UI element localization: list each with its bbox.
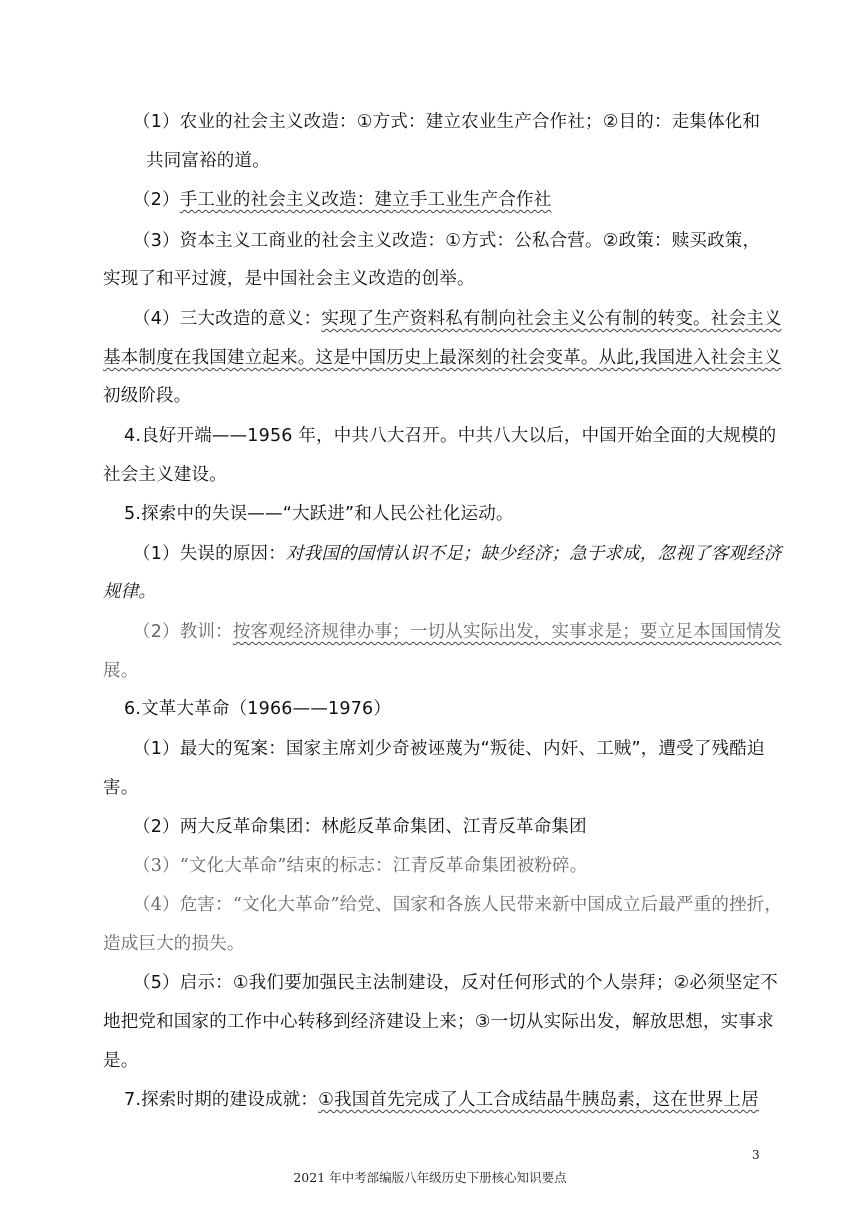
text-line: 初级阶段。 [103,386,192,406]
text-line [133,307,793,331]
text-prefix: （2） [133,190,180,210]
text-line: 造成巨大的损失。 [103,934,245,954]
page-footer: 2021 年中考部编版八年级历史下册核心知识要点 [293,1170,567,1185]
text-line: 害。 [103,778,139,798]
text-line: （3）“文化大革命”结束的标志：江青反革命集团被粉碎。 [133,856,588,876]
text-line: 社会主义建设。 [103,465,227,485]
text-line [133,542,793,566]
text-line [133,620,793,644]
text-line: 4.良好开端——1956 年，中共八大召开。中共八大以后，中国开始全面的大规模的 [124,426,777,446]
text-line: （2）两大反革命集团：林彪反革命集团、江青反革命集团 [133,817,587,837]
page-number: 3 [752,1148,760,1162]
text-prefix: （2）教训： [133,622,233,642]
text-line: 5.探索中的失误——“大跃进”和人民公社化运动。 [124,504,514,524]
text-line: （5）启示：①我们要加强民主法制建设，反对任何形式的个人崇拜；②必须坚定不 [133,973,778,993]
text-line: 地把党和国家的工作中心转移到经济建设上来；③一切从实际出发，解放思想，实事求 [103,1012,774,1032]
underlined-text: 实现了生产资料私有制向社会主义公有制的转变。社会主义 [321,309,782,329]
text-line: 实现了和平过渡，是中国社会主义改造的创举。 [103,269,475,289]
underlined-text: ①我国首先完成了人工合成结晶牛胰岛素，这在世界上居 [318,1090,759,1110]
text-line: 展。 [103,661,139,681]
underlined-text: 基本制度在我国建立起来。这是中国历史上最深刻的社会变革。从此,我国进入社会主义 [103,348,782,368]
text-line [133,188,793,212]
text-line: 6.文革大革命（1966——1976） [124,699,392,719]
text-line: 是。 [103,1051,139,1071]
text-line [124,1088,784,1112]
text-prefix: 7.探索时期的建设成就： [124,1090,319,1110]
text-prefix: （4）三大改造的意义： [133,309,322,329]
text-line: （3）资本主义工商业的社会主义改造：①方式：公私合营。②政策：赎买政策， [133,231,761,251]
text-line: （1）农业的社会主义改造：①方式：建立农业生产合作社；②目的：走集体化和 [133,112,761,132]
text-line [103,346,782,370]
underlined-text: 手工业的社会主义改造：建立手工业生产合作社 [179,190,552,210]
text-line: （1）最大的冤案：国家主席刘少奇被诬蔑为“叛徒、内奸、工贼”，遭受了残酷迫 [133,739,765,759]
text-line: 规律。 [103,582,157,602]
text-line: （4）危害：“文化大革命”给党、国家和各族人民带来新中国成立后最严重的挫折， [133,895,783,915]
text-line: 共同富裕的道。 [146,151,270,171]
underlined-text: 按客观经济规律办事；一切从实际出发，实事求是；要立足本国国情发 [232,622,782,642]
italic-text: 对我国的国情认识不足；缺少经济；急于求成，忽视了客观经济 [285,544,782,564]
text-prefix: （1）失误的原因： [133,544,286,564]
